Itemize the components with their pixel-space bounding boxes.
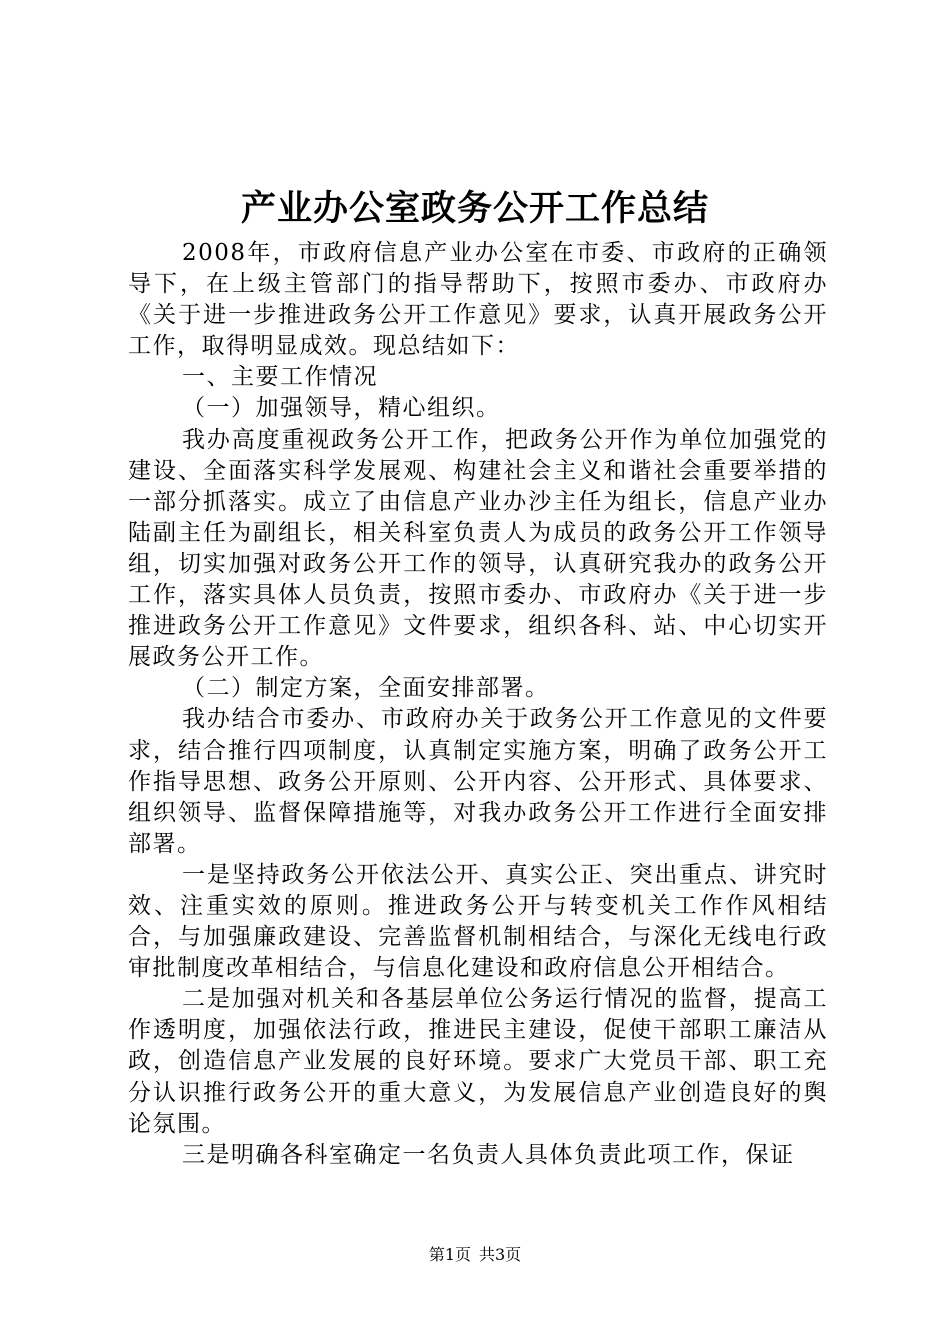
paragraph-point-2: 二是加强对机关和各基层单位公务运行情况的监督，提高工作透明度，加强依法行政，推进民主建设，促使干部职工廉洁从政，创造信息产业发展的良好环境。要求广大党员干部、职工充分认识推行政务公开的重大意义，为发展信息产业创造良好的舆论氛围。 xyxy=(128,986,828,1137)
document-body xyxy=(128,238,828,1171)
paragraph-leadership: 我办高度重视政务公开工作，把政务公开作为单位加强党的建设、全面落实科学发展观、构建社会主义和谐社会重要举措的一部分抓落实。成立了由信息产业办沙主任为组长，信息产业办陆副主任为副组长，相关科室负责人为成员的政务公开工作领导组，切实加强对政务公开工作的领导，认真研究我办的政务公开工作，落实具体人员负责，按照市委办、市政府办《关于进一步推进政务公开工作意见》文件要求，组织各科、站、中心切实开展政务公开工作。 xyxy=(128,426,828,671)
subsection-heading-1: （一）加强领导，精心组织。 xyxy=(182,395,501,422)
page-total: 共3页 xyxy=(479,1245,522,1264)
page-number: 第1页 xyxy=(428,1245,471,1264)
paragraph-point-3: 三是明确各科室确定一名负责人具体负责此项工作，保证 xyxy=(182,1141,795,1168)
paragraph-intro: 2008年，市政府信息产业办公室在市委、市政府的正确领导下，在上级主管部门的指导帮助下，按照市委办、市政府办《关于进一步推进政务公开工作意见》要求，认真开展政务公开工作，取得明显成效。现总结如下： xyxy=(128,240,828,360)
page-footer xyxy=(0,1244,950,1266)
paragraph-plan: 我办结合市委办、市政府办关于政务公开工作意见的文件要求，结合推行四项制度，认真制定实施方案，明确了政务公开工作指导思想、政务公开原则、公开内容、公开形式、具体要求、组织领导、监督保障措施等，对我办政务公开工作进行全面安排部署。 xyxy=(128,706,828,857)
document-title: 产业办公室政务公开工作总结 xyxy=(240,188,709,229)
section-heading-1: 一、主要工作情况 xyxy=(182,364,378,391)
subsection-heading-2: （二）制定方案，全面安排部署。 xyxy=(182,675,550,702)
paragraph-point-1: 一是坚持政务公开依法公开、真实公正、突出重点、讲究时效、注重实效的原则。推进政务公开与转变机关工作作风相结合，与加强廉政建设、完善监督机制相结合，与深化无线电行政审批制度改革相结合，与信息化建设和政府信息公开相结合。 xyxy=(128,861,828,982)
